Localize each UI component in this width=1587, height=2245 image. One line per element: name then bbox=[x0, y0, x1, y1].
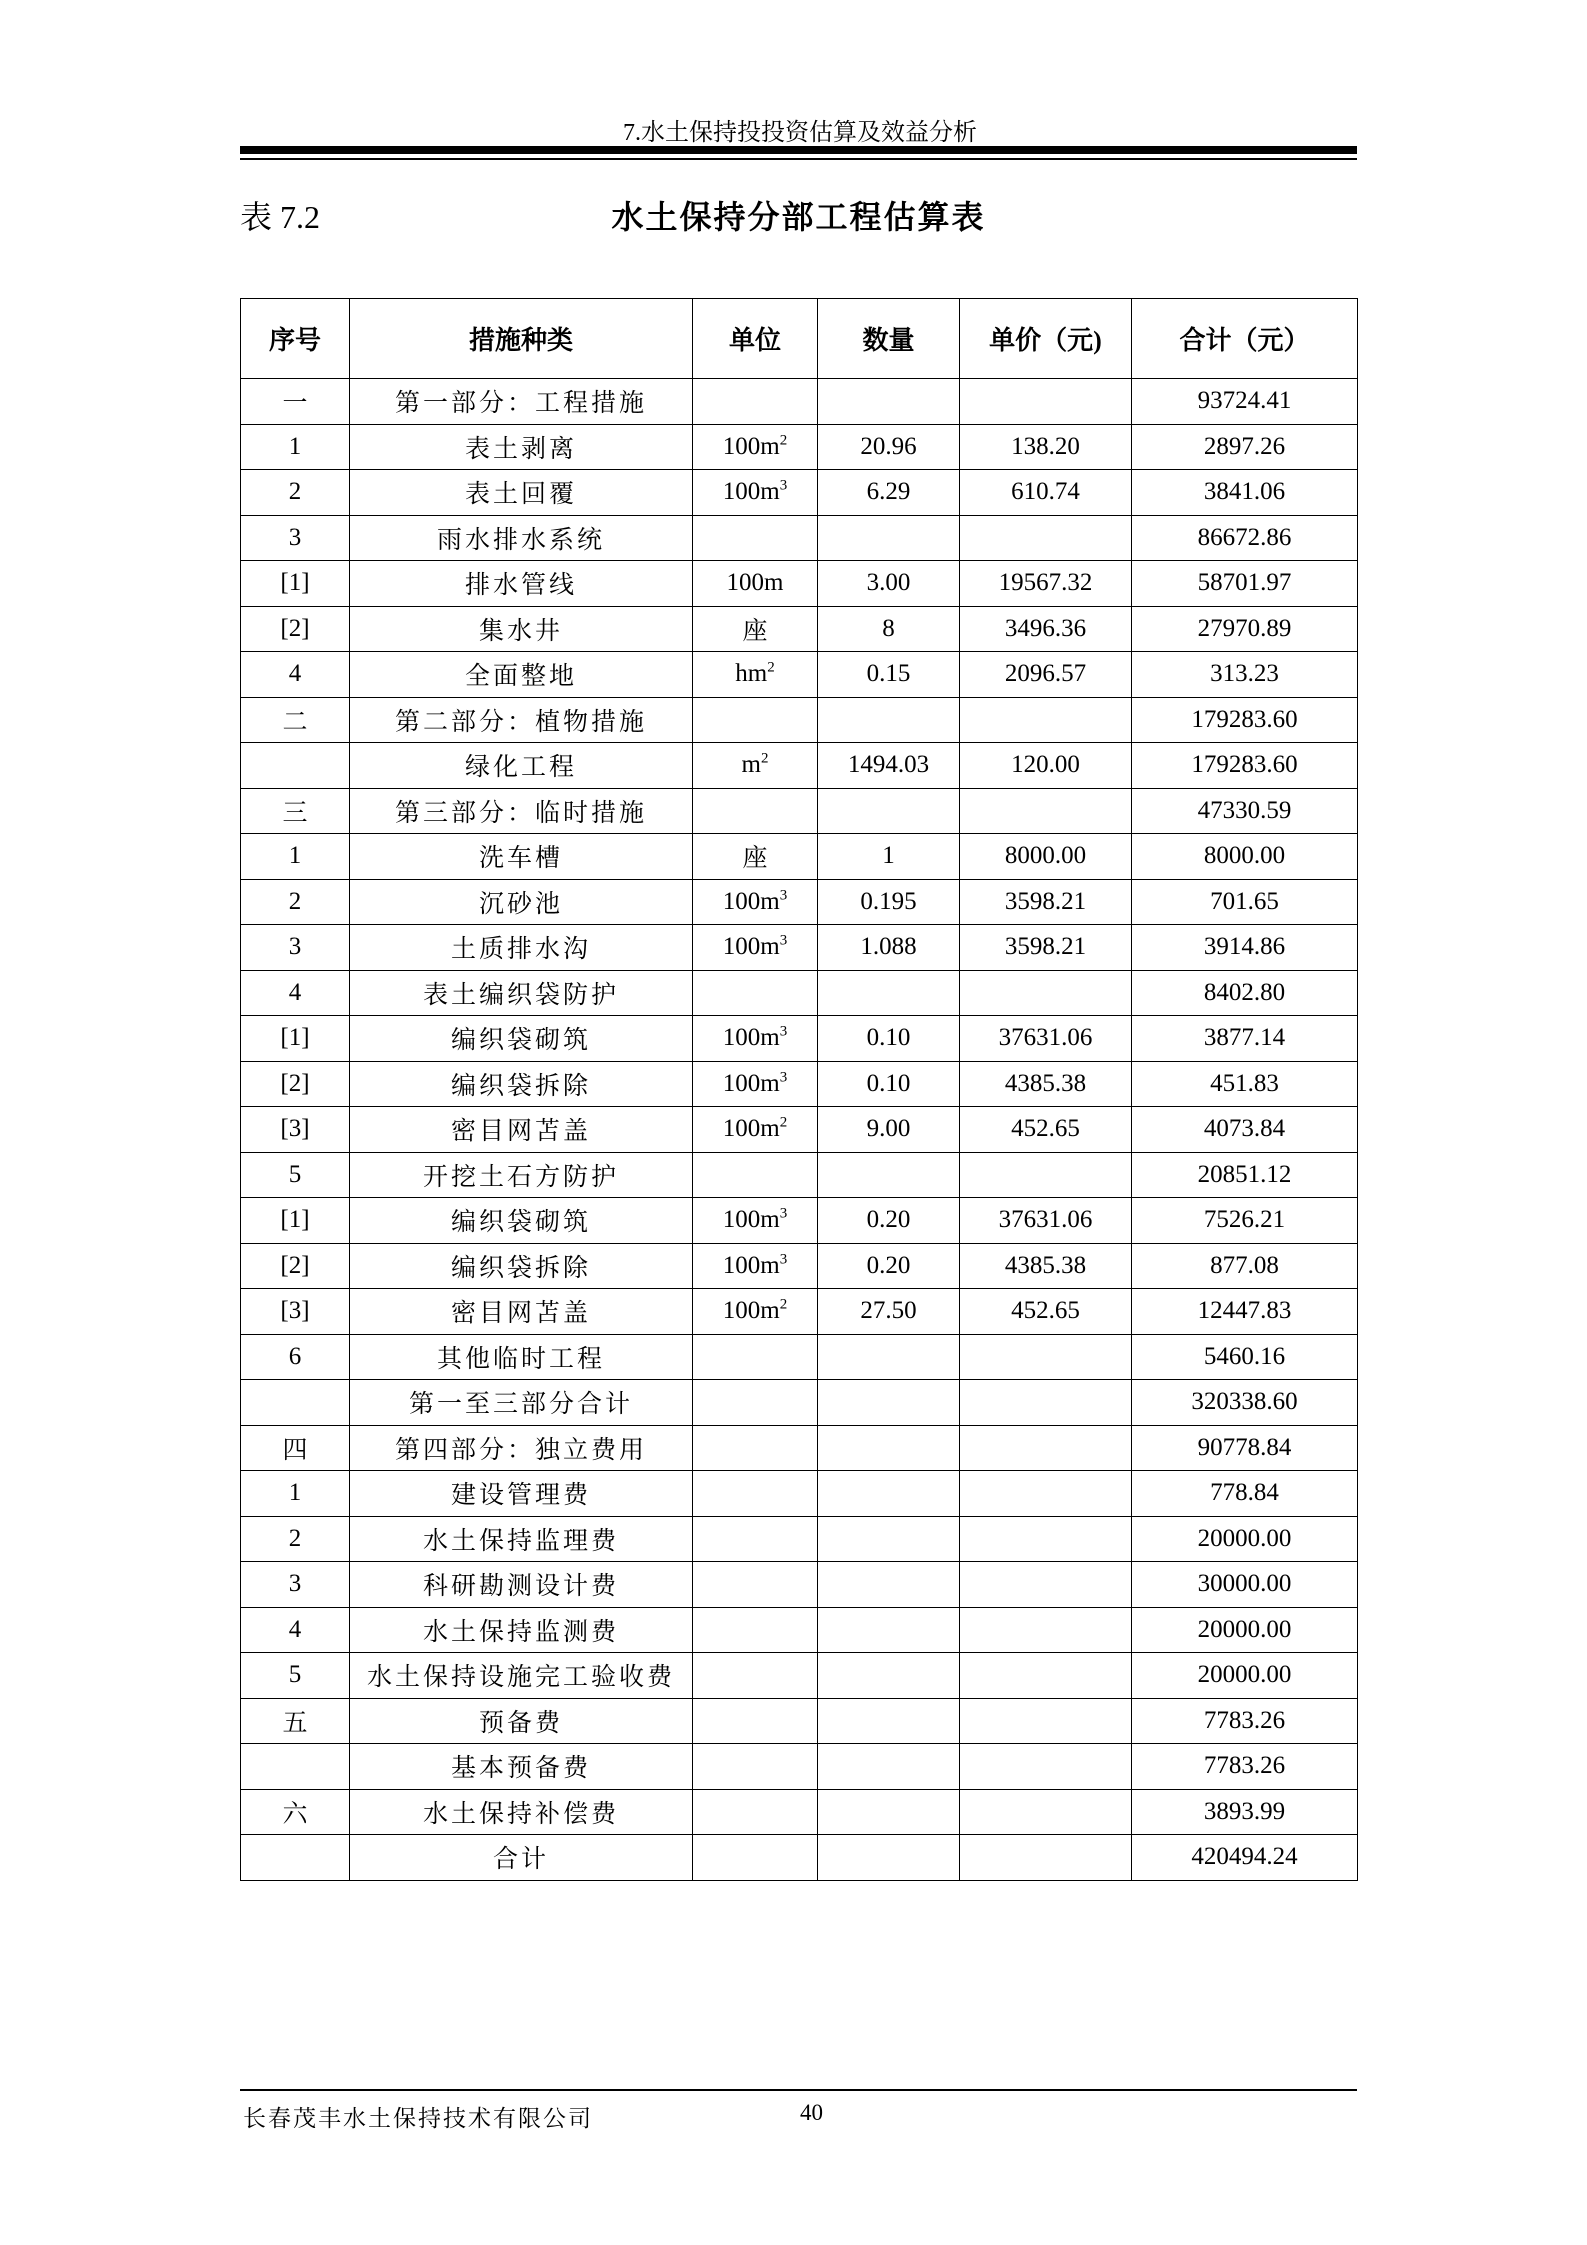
cell-unit-price bbox=[960, 788, 1132, 834]
cell-quantity: 20.96 bbox=[818, 424, 960, 470]
cell-no: 2 bbox=[241, 879, 350, 925]
cell-unit bbox=[693, 1516, 818, 1562]
estimate-table bbox=[240, 298, 1358, 1881]
unit-exponent: 3 bbox=[779, 1205, 788, 1222]
cell-unit-price: 120.00 bbox=[960, 743, 1132, 789]
cell-measure: 编织袋砌筑 bbox=[350, 1198, 693, 1244]
cell-total: 27970.89 bbox=[1132, 606, 1358, 652]
table-row bbox=[241, 1061, 1358, 1107]
header-rule-thick bbox=[240, 146, 1357, 154]
cell-total: 320338.60 bbox=[1132, 1380, 1358, 1426]
unit-text: 100m bbox=[722, 1297, 780, 1325]
cell-no: [2] bbox=[241, 1243, 350, 1289]
cell-unit bbox=[693, 970, 818, 1016]
cell-unit-price bbox=[960, 1744, 1132, 1790]
cell-unit-price: 4385.38 bbox=[960, 1243, 1132, 1289]
cell-measure: 水土保持监理费 bbox=[350, 1516, 693, 1562]
cell-unit bbox=[693, 470, 818, 516]
cell-measure: 合计 bbox=[350, 1835, 693, 1881]
cell-measure: 沉砂池 bbox=[350, 879, 693, 925]
table-row bbox=[241, 1198, 1358, 1244]
cell-unit-price bbox=[960, 1653, 1132, 1699]
cell-unit-price: 8000.00 bbox=[960, 834, 1132, 880]
table-row bbox=[241, 788, 1358, 834]
table-row bbox=[241, 424, 1358, 470]
cell-unit bbox=[693, 1152, 818, 1198]
cell-no: 1 bbox=[241, 424, 350, 470]
table-row bbox=[241, 652, 1358, 698]
cell-total: 877.08 bbox=[1132, 1243, 1358, 1289]
table-body bbox=[241, 379, 1358, 1881]
table-row bbox=[241, 834, 1358, 880]
cell-measure: 全面整地 bbox=[350, 652, 693, 698]
cell-measure: 编织袋砌筑 bbox=[350, 1016, 693, 1062]
cell-measure: 编织袋拆除 bbox=[350, 1243, 693, 1289]
cell-quantity: 1494.03 bbox=[818, 743, 960, 789]
table-row bbox=[241, 697, 1358, 743]
cell-no: [2] bbox=[241, 1061, 350, 1107]
cell-no: [1] bbox=[241, 561, 350, 607]
unit-text: 100m bbox=[722, 478, 780, 506]
cell-measure: 表土剥离 bbox=[350, 424, 693, 470]
cell-quantity bbox=[818, 1152, 960, 1198]
cell-unit bbox=[693, 1016, 818, 1062]
unit-text: 100m bbox=[722, 933, 780, 961]
cell-unit-price: 452.65 bbox=[960, 1107, 1132, 1153]
cell-measure: 第一至三部分合计 bbox=[350, 1380, 693, 1426]
cell-no: 六 bbox=[241, 1789, 350, 1835]
cell-quantity: 0.15 bbox=[818, 652, 960, 698]
cell-no: 5 bbox=[241, 1653, 350, 1699]
table-row bbox=[241, 1562, 1358, 1608]
cell-total: 86672.86 bbox=[1132, 515, 1358, 561]
cell-unit-price: 610.74 bbox=[960, 470, 1132, 516]
cell-unit-price bbox=[960, 970, 1132, 1016]
cell-no bbox=[241, 1744, 350, 1790]
table-row bbox=[241, 1016, 1358, 1062]
cell-total: 20000.00 bbox=[1132, 1516, 1358, 1562]
cell-unit-price bbox=[960, 1698, 1132, 1744]
cell-unit bbox=[693, 1334, 818, 1380]
cell-total: 451.83 bbox=[1132, 1061, 1358, 1107]
cell-no: 4 bbox=[241, 970, 350, 1016]
cell-no bbox=[241, 1835, 350, 1881]
cell-no: 3 bbox=[241, 1562, 350, 1608]
cell-unit-price: 452.65 bbox=[960, 1289, 1132, 1335]
table-row bbox=[241, 1243, 1358, 1289]
cell-unit-price bbox=[960, 1562, 1132, 1608]
cell-quantity bbox=[818, 515, 960, 561]
unit-exponent: 3 bbox=[779, 1069, 788, 1086]
cell-total: 8402.80 bbox=[1132, 970, 1358, 1016]
cell-total: 58701.97 bbox=[1132, 561, 1358, 607]
table-row bbox=[241, 561, 1358, 607]
table-row bbox=[241, 1107, 1358, 1153]
cell-total: 93724.41 bbox=[1132, 379, 1358, 425]
cell-measure: 水土保持监测费 bbox=[350, 1607, 693, 1653]
cell-no: [2] bbox=[241, 606, 350, 652]
cell-unit bbox=[693, 606, 818, 652]
table-row bbox=[241, 1698, 1358, 1744]
cell-unit bbox=[693, 788, 818, 834]
cell-unit-price bbox=[960, 1789, 1132, 1835]
cell-unit bbox=[693, 1653, 818, 1699]
cell-quantity bbox=[818, 1334, 960, 1380]
cell-no: 2 bbox=[241, 470, 350, 516]
unit-text: 100m bbox=[722, 1069, 780, 1097]
cell-unit bbox=[693, 879, 818, 925]
cell-unit bbox=[693, 379, 818, 425]
unit-exponent: 2 bbox=[779, 1296, 788, 1313]
unit-exponent: 2 bbox=[779, 432, 788, 449]
cell-no bbox=[241, 1380, 350, 1426]
table-row bbox=[241, 970, 1358, 1016]
cell-total: 90778.84 bbox=[1132, 1425, 1358, 1471]
cell-unit bbox=[693, 1198, 818, 1244]
table-row bbox=[241, 515, 1358, 561]
cell-total: 20000.00 bbox=[1132, 1607, 1358, 1653]
cell-unit-price: 3496.36 bbox=[960, 606, 1132, 652]
cell-quantity: 9.00 bbox=[818, 1107, 960, 1153]
header-rule-thin bbox=[240, 158, 1357, 160]
cell-total: 47330.59 bbox=[1132, 788, 1358, 834]
table-row bbox=[241, 1653, 1358, 1699]
cell-total: 420494.24 bbox=[1132, 1835, 1358, 1881]
table-row bbox=[241, 1835, 1358, 1881]
running-header: 7.水土保持投投资估算及效益分析 bbox=[623, 120, 977, 146]
table-row bbox=[241, 1425, 1358, 1471]
cell-measure: 洗车槽 bbox=[350, 834, 693, 880]
table-row bbox=[241, 1152, 1358, 1198]
unit-text: 100m bbox=[722, 887, 780, 915]
unit-text: 100m bbox=[722, 1251, 780, 1279]
cell-measure: 预备费 bbox=[350, 1698, 693, 1744]
cell-measure: 科研勘测设计费 bbox=[350, 1562, 693, 1608]
unit-text: 100m bbox=[722, 1115, 780, 1143]
cell-measure: 表土回覆 bbox=[350, 470, 693, 516]
cell-measure: 雨水排水系统 bbox=[350, 515, 693, 561]
cell-quantity bbox=[818, 1425, 960, 1471]
col-header-unit-price: 单价（元) bbox=[960, 299, 1132, 379]
unit-text: 100m bbox=[722, 1206, 780, 1234]
unit-exponent: 3 bbox=[779, 932, 788, 949]
unit-text: m bbox=[741, 751, 761, 779]
col-header-no: 序号 bbox=[241, 299, 350, 379]
table-row bbox=[241, 1789, 1358, 1835]
cell-unit bbox=[693, 1243, 818, 1289]
table-title: 水土保持分部工程估算表 bbox=[611, 199, 986, 235]
unit-text: hm bbox=[735, 660, 768, 688]
cell-unit bbox=[693, 697, 818, 743]
cell-quantity: 1 bbox=[818, 834, 960, 880]
cell-unit-price bbox=[960, 515, 1132, 561]
cell-total: 20000.00 bbox=[1132, 1653, 1358, 1699]
cell-measure: 水土保持设施完工验收费 bbox=[350, 1653, 693, 1699]
cell-total: 179283.60 bbox=[1132, 697, 1358, 743]
cell-measure: 建设管理费 bbox=[350, 1471, 693, 1517]
table-header-row bbox=[241, 299, 1358, 379]
cell-unit-price bbox=[960, 1607, 1132, 1653]
table-row bbox=[241, 1607, 1358, 1653]
cell-unit-price bbox=[960, 1835, 1132, 1881]
cell-unit-price: 2096.57 bbox=[960, 652, 1132, 698]
cell-unit bbox=[693, 1562, 818, 1608]
cell-measure: 基本预备费 bbox=[350, 1744, 693, 1790]
cell-unit-price: 3598.21 bbox=[960, 879, 1132, 925]
cell-quantity bbox=[818, 970, 960, 1016]
cell-quantity: 1.088 bbox=[818, 925, 960, 971]
cell-measure: 排水管线 bbox=[350, 561, 693, 607]
unit-text: 座 bbox=[742, 617, 768, 645]
cell-unit bbox=[693, 1471, 818, 1517]
unit-text: 100m bbox=[722, 432, 780, 460]
cell-unit bbox=[693, 743, 818, 789]
cell-unit bbox=[693, 925, 818, 971]
cell-total: 7526.21 bbox=[1132, 1198, 1358, 1244]
cell-quantity bbox=[818, 1380, 960, 1426]
cell-unit-price bbox=[960, 1516, 1132, 1562]
cell-total: 701.65 bbox=[1132, 879, 1358, 925]
cell-measure: 土质排水沟 bbox=[350, 925, 693, 971]
cell-measure: 密目网苫盖 bbox=[350, 1107, 693, 1153]
table-row bbox=[241, 1744, 1358, 1790]
cell-unit bbox=[693, 1607, 818, 1653]
cell-quantity: 8 bbox=[818, 606, 960, 652]
table-row bbox=[241, 879, 1358, 925]
cell-unit-price: 37631.06 bbox=[960, 1016, 1132, 1062]
cell-unit bbox=[693, 652, 818, 698]
cell-unit bbox=[693, 1289, 818, 1335]
cell-quantity bbox=[818, 697, 960, 743]
cell-measure: 集水井 bbox=[350, 606, 693, 652]
cell-measure: 绿化工程 bbox=[350, 743, 693, 789]
cell-unit-price bbox=[960, 1425, 1132, 1471]
cell-total: 3877.14 bbox=[1132, 1016, 1358, 1062]
cell-quantity bbox=[818, 1698, 960, 1744]
cell-quantity: 3.00 bbox=[818, 561, 960, 607]
cell-unit-price: 3598.21 bbox=[960, 925, 1132, 971]
cell-unit-price: 138.20 bbox=[960, 424, 1132, 470]
cell-quantity: 0.10 bbox=[818, 1016, 960, 1062]
cell-quantity: 0.20 bbox=[818, 1198, 960, 1244]
cell-no: 5 bbox=[241, 1152, 350, 1198]
unit-exponent: 3 bbox=[779, 887, 788, 904]
cell-no: 4 bbox=[241, 1607, 350, 1653]
cell-quantity: 0.10 bbox=[818, 1061, 960, 1107]
cell-no: 三 bbox=[241, 788, 350, 834]
table-row bbox=[241, 1471, 1358, 1517]
cell-quantity: 27.50 bbox=[818, 1289, 960, 1335]
unit-exponent: 3 bbox=[779, 477, 788, 494]
cell-quantity bbox=[818, 1835, 960, 1881]
cell-measure: 编织袋拆除 bbox=[350, 1061, 693, 1107]
cell-no: 6 bbox=[241, 1334, 350, 1380]
cell-total: 2897.26 bbox=[1132, 424, 1358, 470]
cell-total: 12447.83 bbox=[1132, 1289, 1358, 1335]
table-row bbox=[241, 379, 1358, 425]
cell-unit-price bbox=[960, 1380, 1132, 1426]
cell-unit bbox=[693, 1425, 818, 1471]
cell-unit-price bbox=[960, 1471, 1132, 1517]
cell-quantity: 0.195 bbox=[818, 879, 960, 925]
table-row bbox=[241, 1380, 1358, 1426]
cell-no: [1] bbox=[241, 1198, 350, 1244]
cell-no: 一 bbox=[241, 379, 350, 425]
table-row bbox=[241, 1289, 1358, 1335]
cell-measure: 其他临时工程 bbox=[350, 1334, 693, 1380]
cell-unit bbox=[693, 1380, 818, 1426]
cell-unit bbox=[693, 1835, 818, 1881]
cell-quantity: 0.20 bbox=[818, 1243, 960, 1289]
cell-total: 179283.60 bbox=[1132, 743, 1358, 789]
cell-unit-price: 37631.06 bbox=[960, 1198, 1132, 1244]
cell-unit bbox=[693, 1789, 818, 1835]
cell-unit bbox=[693, 561, 818, 607]
table-row bbox=[241, 470, 1358, 516]
cell-quantity bbox=[818, 379, 960, 425]
table-row bbox=[241, 925, 1358, 971]
cell-no: 五 bbox=[241, 1698, 350, 1744]
col-header-quantity: 数量 bbox=[818, 299, 960, 379]
cell-no: 3 bbox=[241, 925, 350, 971]
table-row bbox=[241, 606, 1358, 652]
cell-no: 四 bbox=[241, 1425, 350, 1471]
cell-quantity: 6.29 bbox=[818, 470, 960, 516]
cell-measure: 第二部分：植物措施 bbox=[350, 697, 693, 743]
cell-unit bbox=[693, 1061, 818, 1107]
cell-total: 778.84 bbox=[1132, 1471, 1358, 1517]
cell-measure: 开挖土石方防护 bbox=[350, 1152, 693, 1198]
cell-quantity bbox=[818, 788, 960, 834]
cell-unit-price bbox=[960, 379, 1132, 425]
unit-exponent: 2 bbox=[767, 659, 775, 676]
cell-no: 3 bbox=[241, 515, 350, 561]
cell-total: 3914.86 bbox=[1132, 925, 1358, 971]
cell-unit-price: 19567.32 bbox=[960, 561, 1132, 607]
cell-total: 30000.00 bbox=[1132, 1562, 1358, 1608]
table-row bbox=[241, 1334, 1358, 1380]
cell-total: 8000.00 bbox=[1132, 834, 1358, 880]
unit-exponent: 3 bbox=[779, 1023, 788, 1040]
cell-measure: 水土保持补偿费 bbox=[350, 1789, 693, 1835]
cell-quantity bbox=[818, 1562, 960, 1608]
cell-no: 1 bbox=[241, 834, 350, 880]
cell-unit bbox=[693, 834, 818, 880]
footer-company: 长春茂丰水土保持技术有限公司 bbox=[243, 2106, 593, 2131]
unit-exponent: 3 bbox=[779, 1251, 788, 1268]
col-header-measure: 措施种类 bbox=[350, 299, 693, 379]
unit-text: 100m bbox=[726, 569, 784, 597]
cell-total: 7783.26 bbox=[1132, 1698, 1358, 1744]
unit-exponent: 2 bbox=[760, 750, 769, 767]
table-row bbox=[241, 1516, 1358, 1562]
cell-quantity bbox=[818, 1471, 960, 1517]
cell-unit bbox=[693, 1744, 818, 1790]
cell-no: 2 bbox=[241, 1516, 350, 1562]
cell-quantity bbox=[818, 1744, 960, 1790]
cell-measure: 密目网苫盖 bbox=[350, 1289, 693, 1335]
cell-total: 4073.84 bbox=[1132, 1107, 1358, 1153]
cell-measure: 第四部分：独立费用 bbox=[350, 1425, 693, 1471]
cell-total: 7783.26 bbox=[1132, 1744, 1358, 1790]
unit-text: 座 bbox=[742, 845, 768, 873]
table-row bbox=[241, 743, 1358, 789]
cell-no: [3] bbox=[241, 1289, 350, 1335]
cell-total: 3841.06 bbox=[1132, 470, 1358, 516]
cell-unit-price bbox=[960, 697, 1132, 743]
cell-no: 4 bbox=[241, 652, 350, 698]
cell-measure: 第三部分：临时措施 bbox=[350, 788, 693, 834]
cell-measure: 表土编织袋防护 bbox=[350, 970, 693, 1016]
cell-unit bbox=[693, 424, 818, 470]
table-number: 表 7.2 bbox=[240, 199, 321, 235]
unit-text: 100m bbox=[722, 1024, 780, 1052]
cell-quantity bbox=[818, 1607, 960, 1653]
cell-total: 313.23 bbox=[1132, 652, 1358, 698]
cell-measure: 第一部分：工程措施 bbox=[350, 379, 693, 425]
cell-total: 5460.16 bbox=[1132, 1334, 1358, 1380]
cell-no: 1 bbox=[241, 1471, 350, 1517]
cell-unit-price bbox=[960, 1152, 1132, 1198]
cell-unit-price: 4385.38 bbox=[960, 1061, 1132, 1107]
cell-unit bbox=[693, 1698, 818, 1744]
cell-no: 二 bbox=[241, 697, 350, 743]
cell-unit bbox=[693, 1107, 818, 1153]
cell-unit bbox=[693, 515, 818, 561]
col-header-unit: 单位 bbox=[693, 299, 818, 379]
cell-total: 20851.12 bbox=[1132, 1152, 1358, 1198]
cell-no bbox=[241, 743, 350, 789]
cell-no: [1] bbox=[241, 1016, 350, 1062]
cell-no: [3] bbox=[241, 1107, 350, 1153]
footer-rule bbox=[240, 2089, 1357, 2091]
page-number: 40 bbox=[800, 2100, 823, 2125]
cell-unit-price bbox=[960, 1334, 1132, 1380]
col-header-total: 合计（元） bbox=[1132, 299, 1358, 379]
cell-total: 3893.99 bbox=[1132, 1789, 1358, 1835]
cell-quantity bbox=[818, 1516, 960, 1562]
cell-quantity bbox=[818, 1789, 960, 1835]
unit-exponent: 2 bbox=[779, 1114, 788, 1131]
cell-quantity bbox=[818, 1653, 960, 1699]
